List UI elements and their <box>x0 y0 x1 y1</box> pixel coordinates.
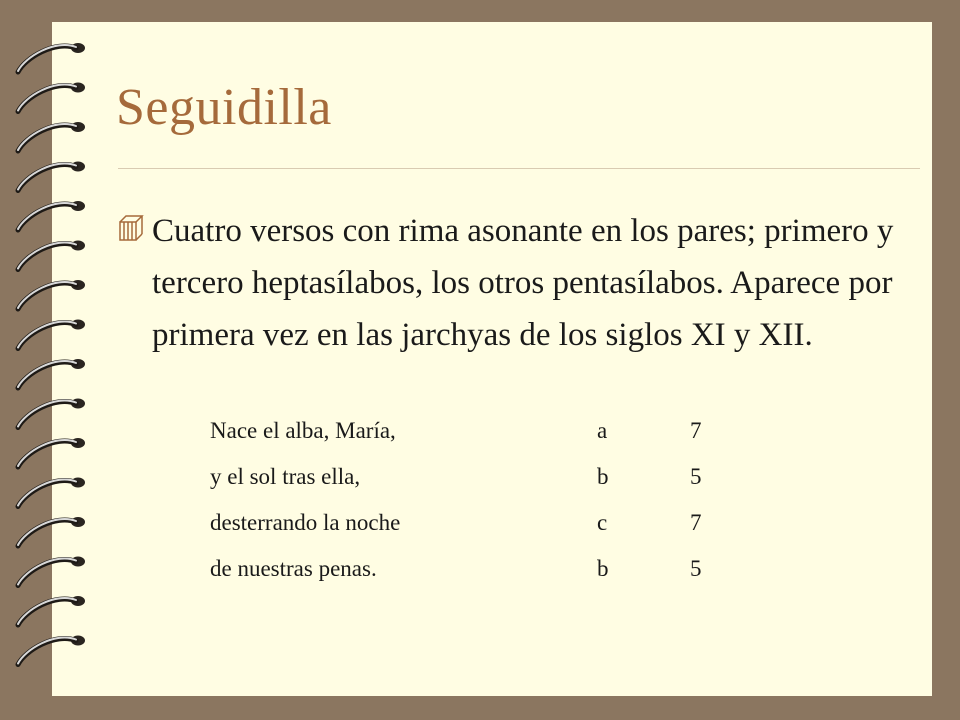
slide-title: Seguidilla <box>116 79 332 136</box>
binding-ring <box>18 122 85 151</box>
binding-ring <box>18 320 85 349</box>
rhyme-letter: b <box>597 464 609 489</box>
verse-line: Nace el alba, María, <box>210 418 396 443</box>
description-paragraph: Cuatro versos con rima asonante en los pares; primero y tercero heptasílabos, los otros pentasílabos. Aparece por primera vez en las jarchyas de los siglos XI y XII. <box>152 213 894 353</box>
binding-ring <box>18 596 85 625</box>
binding-ring <box>18 438 85 467</box>
binding-ring <box>18 201 85 230</box>
verse-line: desterrando la noche <box>210 510 401 535</box>
binding-ring <box>18 557 85 586</box>
bullet-text <box>152 205 912 361</box>
binding-ring <box>18 517 85 546</box>
cube-bullet-icon <box>116 212 148 244</box>
binding-ring <box>18 478 85 507</box>
binding-ring <box>18 359 85 388</box>
binding-ring <box>18 162 85 191</box>
title-divider <box>118 168 920 169</box>
binding-ring <box>18 280 85 309</box>
rhyme-letter: a <box>597 418 608 443</box>
syllable-count: 7 <box>690 418 702 443</box>
verse-line: de nuestras penas. <box>210 556 377 581</box>
syllable-count: 7 <box>690 510 702 535</box>
rhyme-letter: b <box>597 556 609 581</box>
binding-ring <box>18 83 85 112</box>
syllable-count: 5 <box>690 464 702 489</box>
verse-line: y el sol tras ella, <box>210 464 361 489</box>
binding-ring <box>18 636 85 665</box>
binding-ring <box>18 399 85 428</box>
binding-ring <box>18 43 85 72</box>
syllable-count: 5 <box>690 556 702 581</box>
binding-ring <box>18 241 85 270</box>
spiral-binding <box>0 0 110 720</box>
rhyme-letter: c <box>597 510 608 535</box>
